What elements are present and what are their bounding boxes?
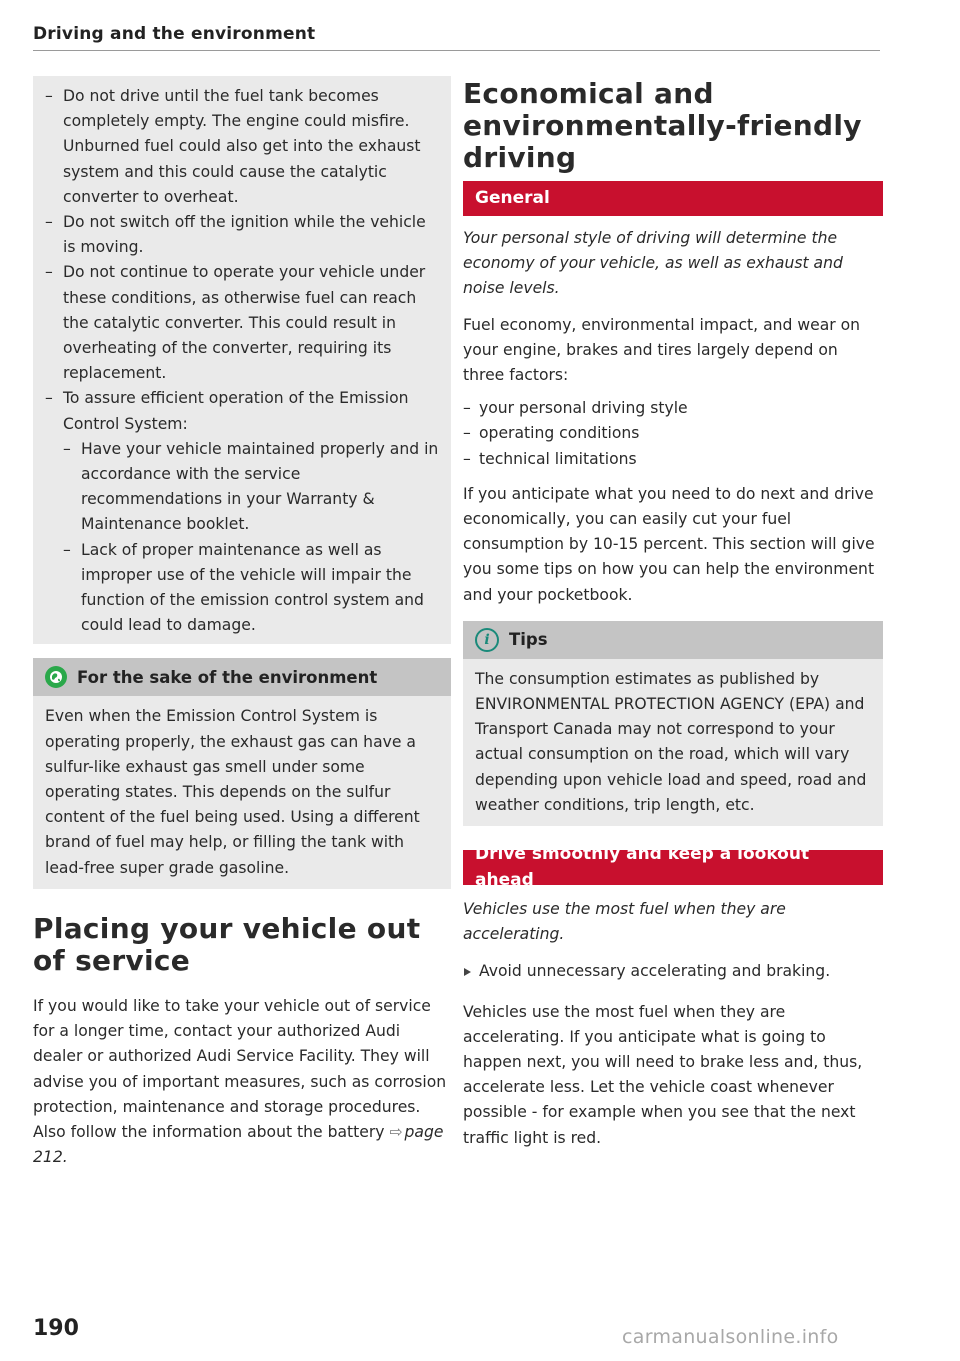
general-text: Fuel economy, environmental impact, and wear on your engine, brakes and tires largely depend on three factors: (463, 315, 861, 385)
placing-section-title: Placing your vehicle out of service (33, 911, 421, 977)
environment-note-body: Even when the Emission Control System is operating properly, the exhaust gas can have a sulfur-like exhaust gas smell under some operating states. This depends on the sulfur content of the fuel being used. Using a different brand of fuel may help, or filling the tank with lead-free super grade gasoline. (33, 696, 451, 888)
warning-list (33, 76, 451, 644)
tips-note-title: Tips (509, 630, 548, 650)
warning-item: – Do not switch off the ignition while the vehicle is moving. (43, 210, 441, 260)
factor-item: – operating conditions (463, 421, 883, 446)
drive-text: Vehicles use the most fuel when they are accelerating. If you anticipate what is going to happen next, you will need to brake less and, thus, accelerate less. Let the vehicle coast whenever possible - for example when you see that the next traffic light is red. (463, 1002, 863, 1147)
factor-list (463, 396, 883, 472)
drive-action: Avoid unnecessary accelerating and braking. (463, 959, 883, 984)
right-column (463, 78, 883, 1151)
watermark: carmanualsonline.info (622, 1326, 839, 1348)
environment-note-title: For the sake of the environment (77, 667, 378, 687)
tips-note (463, 621, 883, 826)
general-intro: Your personal style of driving will determine the economy of your vehicle, as well as exhaust and noise levels. (463, 229, 843, 298)
warning-item: – Do not continue to operate your vehicle under these conditions, as otherwise fuel can reach the catalytic converter. This could result in overheating of the converter, requiring its replacement. (43, 260, 441, 386)
environment-note-header (33, 658, 451, 696)
drive-intro: Vehicles use the most fuel when they are accelerating. (463, 900, 786, 944)
general-subheading: General (463, 181, 883, 216)
page-header: Driving and the environment (33, 24, 316, 44)
warning-item (43, 386, 441, 638)
emission-subitem: – Lack of proper maintenance as well as improper use of the vehicle will impair the function of the emission control system and could lead to damage. (63, 538, 441, 639)
environment-icon (45, 666, 67, 688)
warning-item: – Do not drive until the fuel tank becomes completely empty. The engine could misfire. Unburned fuel could also get into the exhaust system and this could cause the catalytic converter to overheat. (43, 84, 441, 210)
placing-text: If you would like to take your vehicle out of service for a longer time, contact your authorized Audi dealer or authorized Audi Service Facility. They will advise you of important measures, such as corrosion protection, maintenance and storage procedures. Also follow the information about the battery (33, 996, 447, 1141)
page-reference-link[interactable]: page 212. (33, 1122, 444, 1167)
tips-note-body: The consumption estimates as published by ENVIRONMENTAL PROTECTION AGENCY (EPA) and Transport Canada may not correspond to your actual consumption on the road, which will vary depending upon vehicle load and speed, road and weather conditions, trip length, etc. (463, 659, 883, 826)
economical-section-title: Economical and environmentally-friendly driving (463, 77, 862, 174)
drive-smoothly-subheading: Drive smoothly and keep a lookout ahead (463, 850, 883, 885)
warning-continuation (33, 76, 451, 644)
placing-section-body (33, 994, 451, 1170)
tips-note-header (463, 621, 883, 659)
header-divider (33, 50, 880, 51)
emission-sublist (63, 437, 441, 639)
page-number: 190 (33, 1316, 79, 1341)
emission-intro: To assure efficient operation of the Emission Control System: (63, 389, 409, 433)
factor-item: – technical limitations (463, 447, 883, 472)
emission-subitem: – Have your vehicle maintained properly and in accordance with the service recommendations in your Warranty & Maintenance booklet. (63, 437, 441, 538)
factor-item: – your personal driving style (463, 396, 883, 421)
left-column (33, 76, 451, 1170)
anticipate-text: If you anticipate what you need to do next and drive economically, you can easily cut your fuel consumption by 10-15 percent. This section will give you some tips on how you can help the environment and your pocketbook. (463, 484, 875, 604)
environment-note (33, 658, 451, 888)
info-icon: i (475, 628, 499, 652)
page-reference-arrow-icon: ⇨ (389, 1122, 403, 1141)
